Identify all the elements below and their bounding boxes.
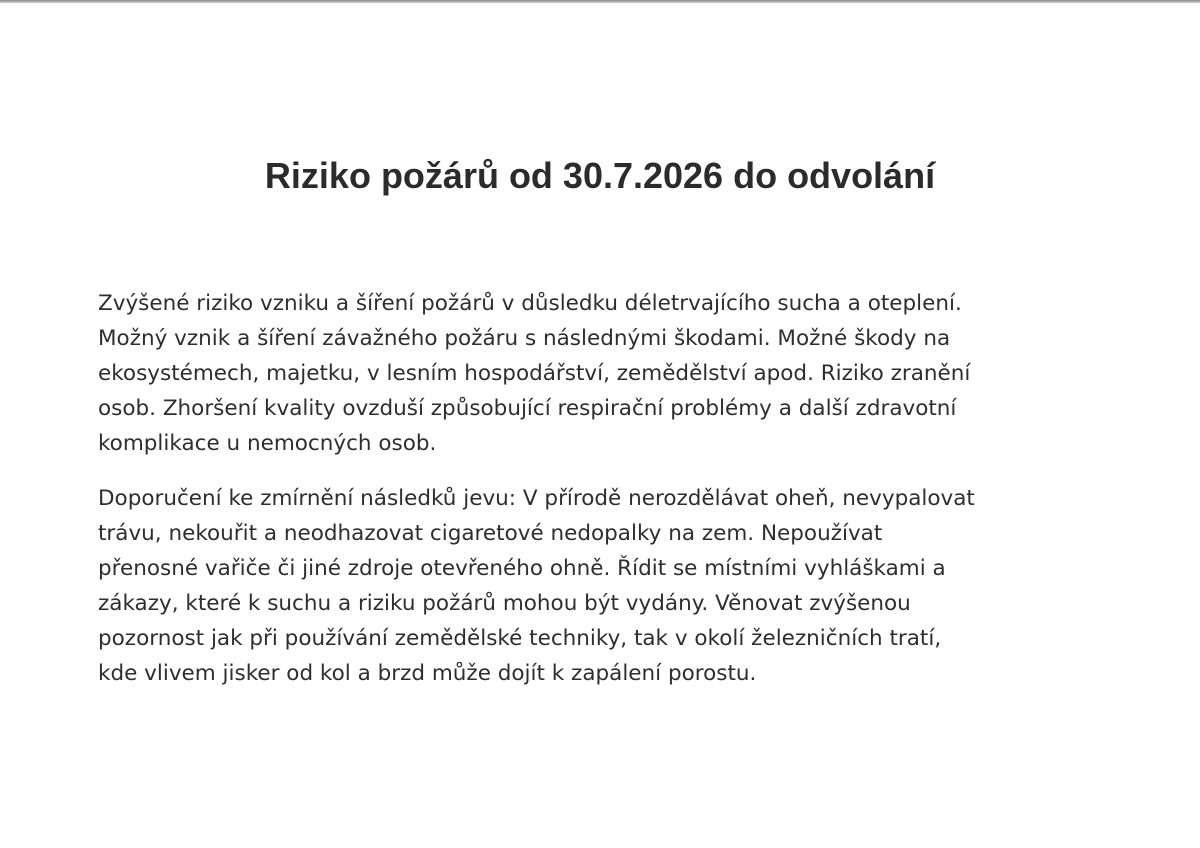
paragraph-line: Zvýšené riziko vzniku a šíření požárů v důsledku déletrvajícího sucha a oteplení.	[98, 291, 962, 316]
paragraph-line: trávu, nekouřit a neodhazovat cigaretové nedopalky na zem. Nepoužívat	[98, 521, 883, 546]
paragraph-line: Doporučení ke zmírnění následků jevu: V přírodě nerozdělávat oheň, nevypalovat	[98, 486, 975, 511]
page-title: Riziko požárů od 30.7.2026 do odvolání	[264, 155, 936, 196]
recommendation-paragraph	[98, 481, 1108, 691]
scan-top-edge	[0, 0, 1200, 3]
paragraph-line: zákazy, které k suchu a riziku požárů mohou být vydány. Věnovat zvýšenou	[98, 591, 911, 616]
paragraph-line: pozornost jak při používání zemědělské techniky, tak v okolí železničních tratí,	[98, 626, 942, 651]
paragraph-line: Možný vznik a šíření závažného požáru s následnými škodami. Možné škody na	[98, 326, 951, 351]
paragraph-line: osob. Zhoršení kvality ovzduší způsobující respirační problémy a další zdravotní	[98, 396, 957, 421]
paragraph-line: ekosystémech, majetku, v lesním hospodářství, zemědělství apod. Riziko zranění	[98, 361, 971, 386]
paragraph-line: komplikace u nemocných osob.	[98, 431, 437, 456]
paragraph-line: kde vlivem jisker od kol a brzd může dojít k zapálení porostu.	[98, 661, 757, 686]
risk-description-paragraph	[98, 286, 1108, 461]
paragraph-line: přenosné vařiče či jiné zdroje otevřeného ohně. Řídit se místními vyhláškami a	[98, 556, 946, 581]
